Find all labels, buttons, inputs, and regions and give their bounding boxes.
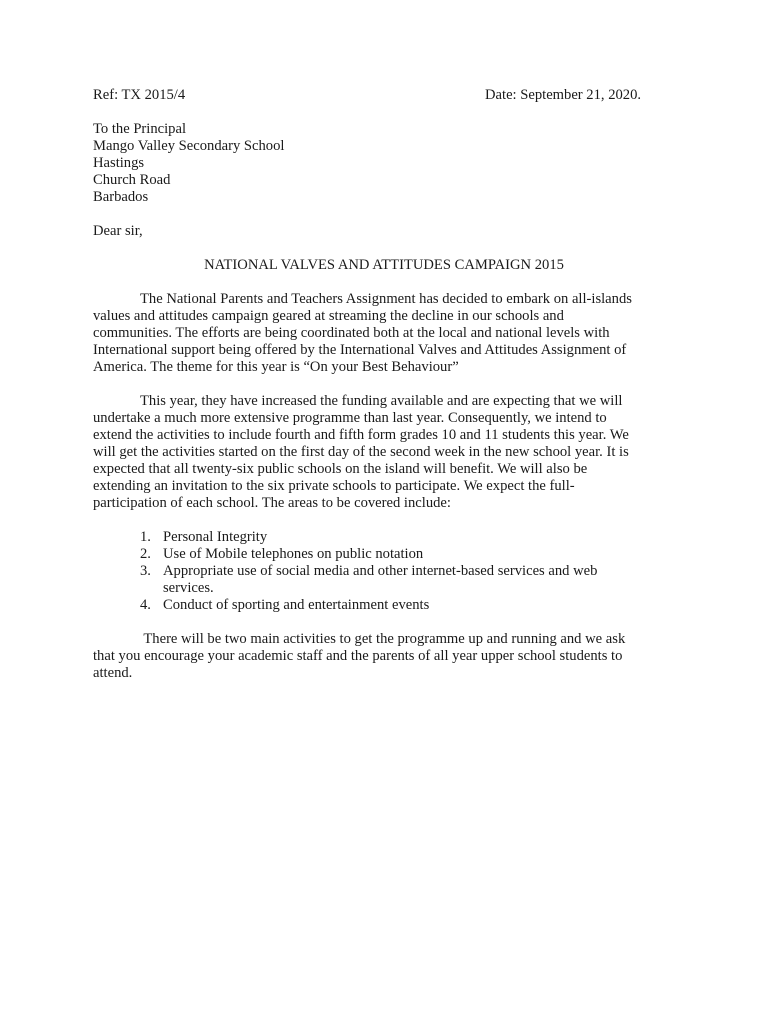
paragraph-1 [93, 291, 668, 376]
list-number: 1. [140, 529, 151, 545]
letter-header [93, 87, 663, 104]
paragraph-line: International support being offered by the International Valves and Attitudes Assignment of [93, 342, 627, 358]
subject-heading: NATIONAL VALVES AND ATTITUDES CAMPAIGN 2015 [204, 257, 564, 273]
list-number: 4. [140, 597, 151, 613]
paragraph-line: communities. The efforts are being coordinated both at the local and national levels with [93, 325, 610, 341]
paragraph-line: that you encourage your academic staff and the parents of all year upper school students to [93, 648, 623, 664]
list-number: 3. [140, 563, 151, 579]
paragraph-line: will get the activities started on the first day of the second week in the new school year. It is [93, 444, 629, 460]
list-item-text: Appropriate use of social media and other internet-based services and web [163, 563, 598, 579]
paragraph-3 [93, 631, 668, 682]
paragraph-line: This year, they have increased the funding available and are expecting that we will [140, 393, 623, 409]
paragraph-line: participation of each school. The areas to be covered include: [93, 495, 451, 511]
address-line: Church Road [93, 172, 171, 188]
letter [93, 87, 663, 682]
salutation: Dear sir, [93, 223, 143, 239]
list-item-text: Personal Integrity [163, 529, 268, 545]
list-number: 2. [140, 546, 151, 562]
paragraph-line: attend. [93, 665, 133, 681]
paragraph-line: extend the activities to include fourth and fifth form grades 10 and 11 students this year. We [93, 427, 629, 443]
list-item [93, 563, 663, 597]
address-line: Hastings [93, 155, 145, 171]
paragraph-line: undertake a much more extensive programme than last year. Consequently, we intend to [93, 410, 607, 426]
paragraph-line: expected that all twenty-six public schools on the island will benefit. We will also be [93, 461, 588, 477]
paragraph-line: America. The theme for this year is “On your Best Behaviour” [93, 359, 459, 375]
address-line: Mango Valley Secondary School [93, 138, 285, 154]
paragraph-line: values and attitudes campaign geared at streaming the decline in our schools and [93, 308, 564, 324]
address-line: To the Principal [93, 121, 187, 137]
list-item [93, 529, 663, 546]
address-line: Barbados [93, 189, 149, 205]
list-item [93, 597, 663, 614]
recipient-address [93, 121, 663, 206]
paragraph-2 [93, 393, 668, 512]
letter-date: Date: September 21, 2020. [485, 87, 642, 103]
paragraph-line: The National Parents and Teachers Assignment has decided to embark on all-islands [140, 291, 632, 307]
covered-areas-list [93, 529, 663, 614]
paragraph-line: There will be two main activities to get the programme up and running and we ask [140, 631, 626, 647]
list-item-text: Conduct of sporting and entertainment events [163, 597, 430, 613]
list-item-text: services. [163, 580, 214, 596]
paragraph-line: extending an invitation to the six private schools to participate. We expect the full- [93, 478, 575, 494]
list-item-text: Use of Mobile telephones on public notation [163, 546, 424, 562]
reference-number: Ref: TX 2015/4 [93, 87, 186, 103]
list-item [93, 546, 663, 563]
